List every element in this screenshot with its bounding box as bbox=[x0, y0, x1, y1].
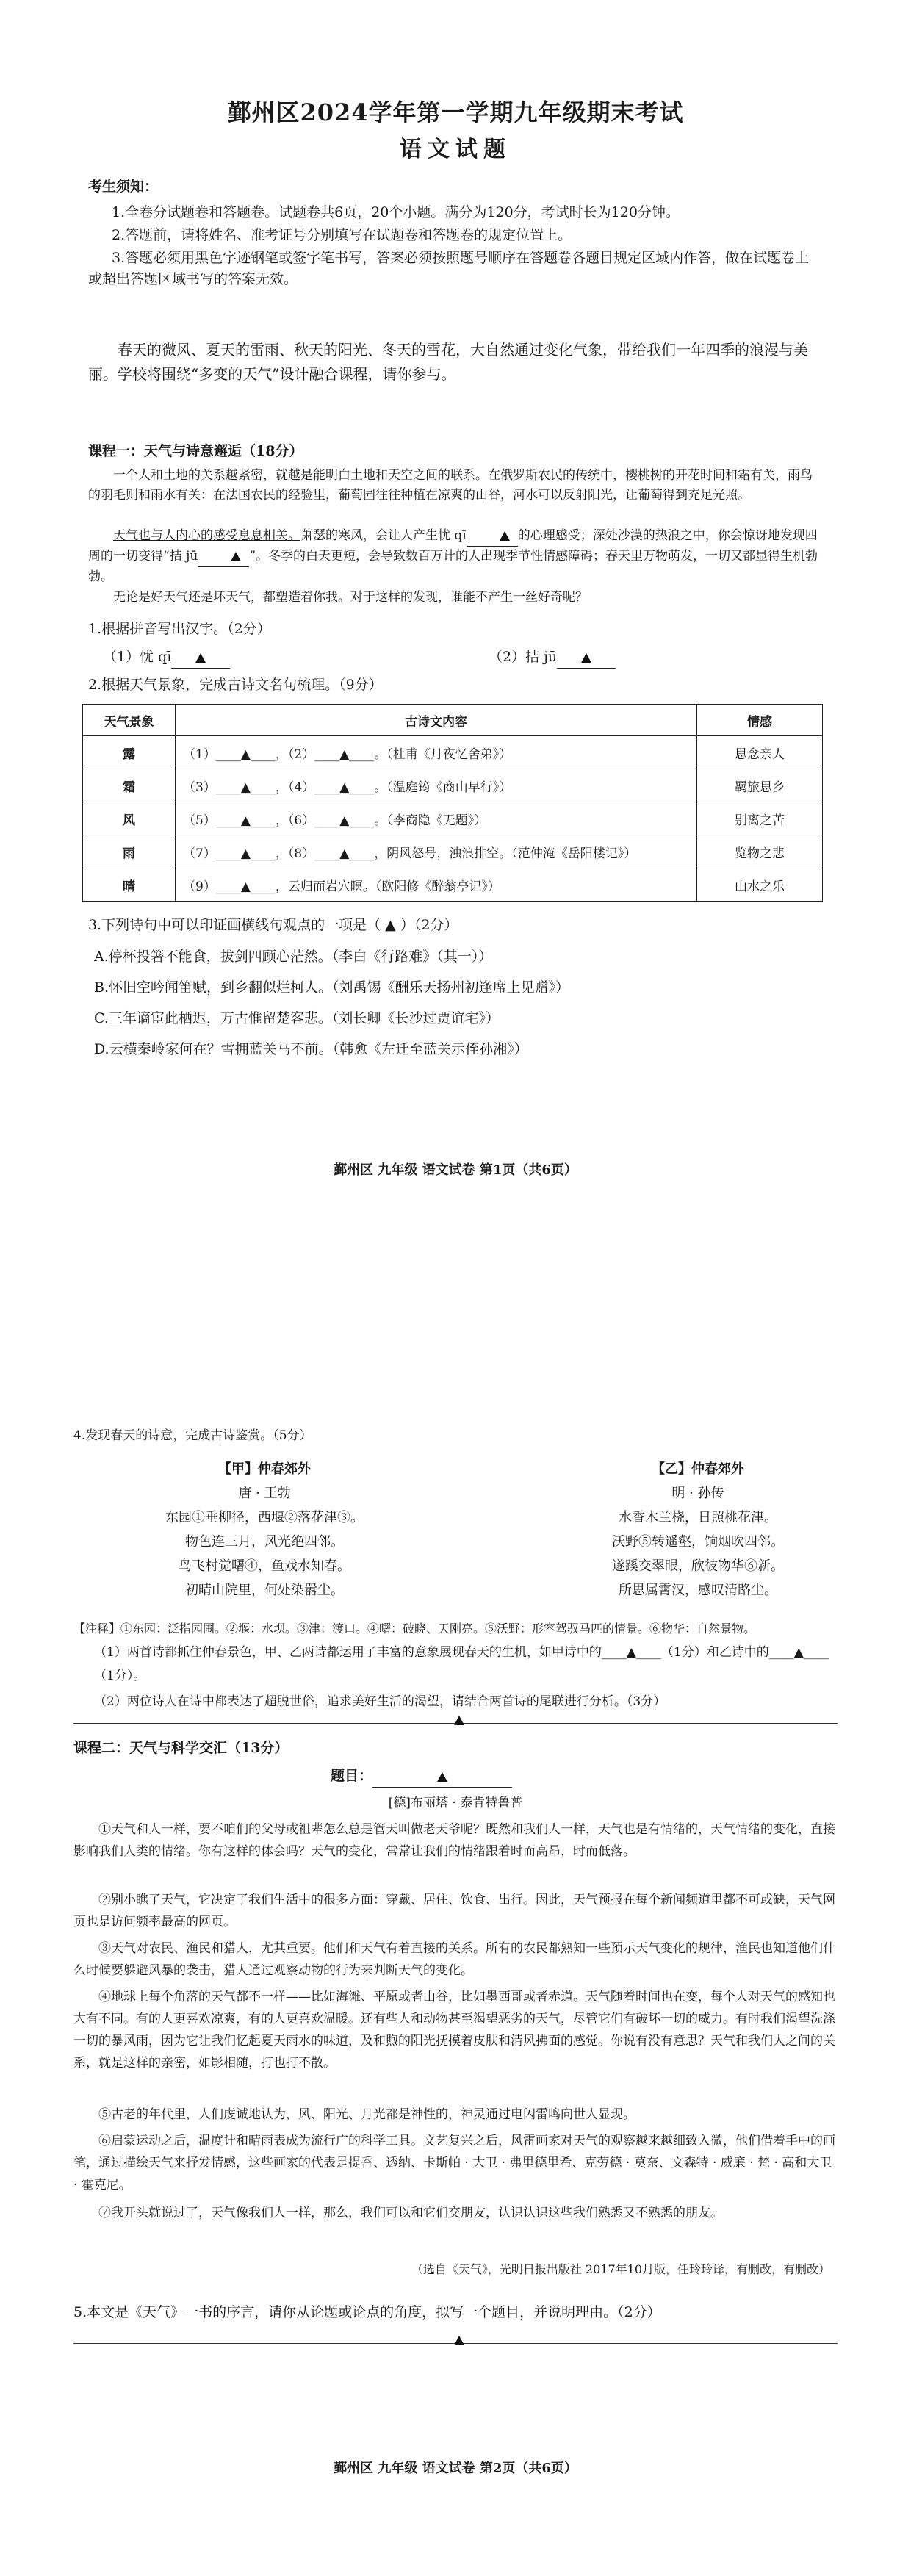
poem-cell[interactable]: （9）____▲____，云归而岩穴暝。（欧阳修《醉翁亭记》） bbox=[176, 868, 697, 902]
q4-sub-1[interactable]: （1）两首诗都抓住仲春景色，甲、乙两诗都运用了丰富的意象展现春天的生机，如甲诗中的____▲____（1分）和乙诗中的____▲____（1分）。 bbox=[94, 1645, 829, 1683]
table-header: 天气景象 bbox=[83, 705, 176, 736]
weather-cell: 风 bbox=[83, 802, 176, 835]
lesson1-heading: 课程一：天气与诗意邂逅（18分） bbox=[88, 443, 303, 459]
question-5: 5.本文是《天气》一书的序言，请你从论题或论点的角度，拟写一个题目，并说明理由。（2分） bbox=[73, 2304, 661, 2320]
poem-cell[interactable]: （5）____▲____，（6）____▲____。（李商隐《无题》） bbox=[176, 802, 697, 835]
poem-b-title: 【乙】仲春郊外 bbox=[652, 1461, 744, 1477]
article-para-1: ①天气和人一样，要不咱们的父母或祖辈怎么总是管天叫做老天爷呢？既然和我们人一样，天气也是有情绪的，天气情绪的变化，直接影响我们人类的情绪。你有这样的体会吗？天气的变化，常常让我们的情绪跟着时而高昂，时而低落。 bbox=[73, 1822, 835, 1859]
lesson1-para1: 一个人和土地的关系越紧密，就越是能明白土地和天空之间的联系。在俄罗斯农民的传统中，樱桃树的开花时间和霜有关，雨鸟的羽毛则和雨水有关：在法国农民的经验里，葡萄园往往种植在凉爽的山谷，河水可以反射阳光，让葡萄得到充足光照。 bbox=[88, 468, 813, 503]
article-author: [德]布丽塔 · 泰肯特鲁普 bbox=[388, 1796, 523, 1810]
exam-title: 鄞州区2024学年第一学期九年级期末考试 bbox=[227, 98, 684, 126]
q1-answer-2[interactable] bbox=[557, 647, 616, 669]
weather-cell: 雨 bbox=[83, 835, 176, 868]
poem-cell[interactable]: （7）____▲____，（8）____▲____，阴风怒号，浊浪排空。（范仲淹《岳阳楼记》） bbox=[176, 835, 697, 868]
q3-option-c[interactable]: C.三年谪宦此栖迟，万古惟留楚客悲。（刘长卿《长沙过贾谊宅》） bbox=[94, 1010, 500, 1026]
notice-item-3: 3.答题必须用黑色字迹钢笔或签字笔书写，答案必须按照题号顺序在答题卷各题目规定区域内作答，做在试题卷上或超出答题区域书写的答案无效。 bbox=[88, 250, 810, 287]
poem-table bbox=[82, 704, 823, 902]
poem-b-author: 明 · 孙传 bbox=[671, 1486, 724, 1501]
question-3: 3.下列诗句中可以印证画横线句观点的一项是（ ▲ ）（2分） bbox=[88, 917, 458, 933]
question-2: 2.根据天气景象，完成古诗文名句梳理。（9分） bbox=[88, 677, 383, 693]
emotion-cell: 别离之苦 bbox=[697, 802, 823, 835]
article-para-5: ⑤古老的年代里，人们虔诚地认为，风、阳光、月光都是神性的，神灵通过电闪雷鸣向世人显现。 bbox=[98, 2107, 635, 2122]
poem-a-title: 【甲】仲春郊外 bbox=[218, 1461, 311, 1477]
article-para-2: ②别小瞧了天气，它决定了我们生活中的很多方面：穿戴、居住、饮食、出行。因此，天气预报在每个新闻频道里都不可或缺，天气网页也是访问频率最高的网页。 bbox=[73, 1893, 835, 1929]
table-header: 情感 bbox=[697, 705, 823, 736]
underlined-viewpoint: 天气也与人内心的感受息息相关。 bbox=[113, 528, 300, 543]
q1-item-1: （1）忧 qī bbox=[103, 647, 230, 669]
poem-b-line: 遂蹊交翠眼，欣彼物华⑥新。 bbox=[612, 1558, 784, 1574]
weather-cell: 晴 bbox=[83, 868, 176, 902]
poem-b-line: 水香木兰桡，日照桃花津。 bbox=[619, 1510, 777, 1525]
poem-a-line: 鸟飞村觉曙④，鱼戏水知春。 bbox=[179, 1558, 350, 1574]
blank-qi[interactable] bbox=[467, 526, 518, 547]
lesson1-para2: 天气也与人内心的感受息息相关。萧瑟的寒风，会让人产生忧 qī 的心理感受；深处沙漠的热浪之中，你会惊讶地发现四周的一切变得“拮 jū ”。冬季的白天更短，会导致数百万计的人出现季节性情感障碍；春天里万物萌发，一切又都显得生机勃勃。 bbox=[88, 526, 823, 587]
page-footer-2: 鄞州区 九年级 语文试卷 第2页（共6页） bbox=[334, 2461, 577, 2476]
page-2 bbox=[0, 1288, 911, 2576]
poem-a-line: 物色连三月，风光绝四邻。 bbox=[185, 1534, 344, 1550]
table-header-row bbox=[83, 705, 823, 736]
article-title-label: 题目： bbox=[331, 1766, 512, 1788]
q3-option-d[interactable]: D.云横秦岭家何在？雪拥蓝关马不前。（韩愈《左迁至蓝关示侄孙湘》） bbox=[94, 1041, 528, 1057]
q1-answer-1[interactable] bbox=[171, 647, 230, 669]
article-para-3: ③天气对农民、渔民和猎人，尤其重要。他们和天气有着直接的关系。所有的农民都熟知一些预示天气变化的规律，渔民也知道他们什么时候要躲避风暴的袭击，猎人通过观察动物的行为来判断天气的变化。 bbox=[73, 1941, 835, 1978]
article-source: （选自《天气》，光明日报出版社 2017年10月版，任玲玲译，有删改，有删改） bbox=[411, 2262, 830, 2276]
q1-item-2: （2）拮 jū bbox=[489, 647, 616, 669]
table-row bbox=[83, 736, 823, 769]
poem-cell[interactable]: （3）____▲____，（4）____▲____。（温庭筠《商山早行》） bbox=[176, 769, 697, 802]
emotion-cell: 思念亲人 bbox=[697, 736, 823, 769]
answer-marker bbox=[451, 1713, 467, 1727]
poem-b-line: 沃野⑤转遥壑，饷烟吹四邻。 bbox=[612, 1534, 784, 1550]
answer-marker bbox=[451, 2333, 467, 2347]
emotion-cell: 览物之悲 bbox=[697, 835, 823, 868]
question-1: 1.根据拼音写出汉字。（2分） bbox=[88, 621, 271, 637]
emotion-cell: 山水之乐 bbox=[697, 868, 823, 902]
table-row bbox=[83, 835, 823, 868]
poem-a-author: 唐 · 王勃 bbox=[238, 1486, 291, 1501]
intro-paragraph: 春天的微风、夏天的雷雨、秋天的阳光、冬天的雪花，大自然通过变化气象，带给我们一年四季的浪漫与美丽。学校将围绕“多变的天气”设计融合课程，请你参与。 bbox=[88, 341, 808, 383]
q4-sub-2: （2）两位诗人在诗中都表达了超脱世俗，追求美好生活的渴望，请结合两首诗的尾联进行分析。（3分） bbox=[94, 1694, 666, 1709]
lesson2-heading: 课程二：天气与科学交汇（13分） bbox=[73, 1740, 289, 1756]
page-footer-1: 鄞州区 九年级 语文试卷 第1页（共6页） bbox=[334, 1162, 577, 1178]
table-row bbox=[83, 868, 823, 902]
poem-a bbox=[132, 1457, 397, 1602]
q3-option-a[interactable]: A.停杯投箸不能食，拔剑四顾心茫然。（李白《行路难》（其一）） bbox=[94, 949, 493, 965]
article-title-blank[interactable] bbox=[372, 1766, 512, 1788]
notice-item-1: 1.全卷分试题卷和答题卷。试题卷共6页，20个小题。满分为120分，考试时长为120分钟。 bbox=[112, 204, 680, 220]
lesson1-para3: 无论是好天气还是坏天气，都塑造着你我。对于这样的发现，谁能不产生一丝好奇呢？ bbox=[113, 590, 588, 605]
poem-notes: 【注释】①东园：泛指园圃。②堰：水坝。③津：渡口。④曙：破晓、天刚亮。⑤沃野：形容驾驭马匹的情景。⑥物华：自然景物。 bbox=[73, 1622, 756, 1636]
weather-cell: 露 bbox=[83, 736, 176, 769]
poem-cell[interactable]: （1）____▲____，（2）____▲____。（杜甫《月夜忆舍弟》） bbox=[176, 736, 697, 769]
poem-a-line: 初晴山院里，何处染嚣尘。 bbox=[185, 1583, 344, 1598]
blank-ju[interactable] bbox=[198, 547, 249, 567]
article-para-6: ⑥启蒙运动之后，温度计和晴雨表成为流行广的科学工具。文艺复兴之后，风雷画家对天气的观察越来越细致入微，他们借着手中的画笔，通过描绘天气来抒发情感，这些画家的代表是提香、透纳、卡斯帕 · 大卫 · 弗里德里希、克劳德 · 莫奈、文森特 · 威廉 · 梵 · 高和大卫 · 霍克尼。 bbox=[73, 2134, 835, 2192]
article-para-7: ⑦我开头就说过了，天气像我们人一样，那么，我们可以和它们交朋友，认识认识这些我们熟悉又不熟悉的朋友。 bbox=[98, 2206, 723, 2220]
emotion-cell: 羁旅思乡 bbox=[697, 769, 823, 802]
notice-item-2: 2.答题前，请将姓名、准考证号分别填写在试题卷和答题卷的规定位置上。 bbox=[112, 227, 572, 243]
table-header: 古诗文内容 bbox=[176, 705, 697, 736]
poem-b bbox=[573, 1457, 823, 1602]
article-para-4: ④地球上每个角落的天气都不一样——比如海滩、平原或者山谷，比如墨西哥或者赤道。天气随着时间也在变，每个人对天气的感知也大有不同。有的人更喜欢凉爽，有的人更喜欢温暖。还有些人和动物甚至渴望恶劣的天气，尽管它们有破坏一切的威力。有时我们渴望洗涤一切的暴风雨，因为它让我们忆起夏天雨水的味道，及和煦的阳光抚摸着皮肤和清风拂面的感觉。你说有没有意思？天气和我们人之间的关系，就是这样的亲密，如影相随，打也打不散。 bbox=[73, 1990, 835, 2070]
poem-a-line: 东园①垂柳径，西堰②落花津③。 bbox=[165, 1510, 364, 1525]
notice-heading: 考生须知： bbox=[88, 179, 159, 195]
q3-option-b[interactable]: B.怀旧空吟闻笛赋，到乡翻似烂柯人。（刘禹锡《酬乐天扬州初逢席上见赠》） bbox=[94, 979, 570, 996]
exam-subtitle: 语文试题 bbox=[400, 137, 511, 162]
poem-b-line: 所思属霄汉，感叹清路尘。 bbox=[619, 1583, 777, 1598]
question-4: 4.发现春天的诗意，完成古诗鉴赏。（5分） bbox=[73, 1428, 312, 1443]
table-row bbox=[83, 769, 823, 802]
weather-cell: 霜 bbox=[83, 769, 176, 802]
table-row bbox=[83, 802, 823, 835]
